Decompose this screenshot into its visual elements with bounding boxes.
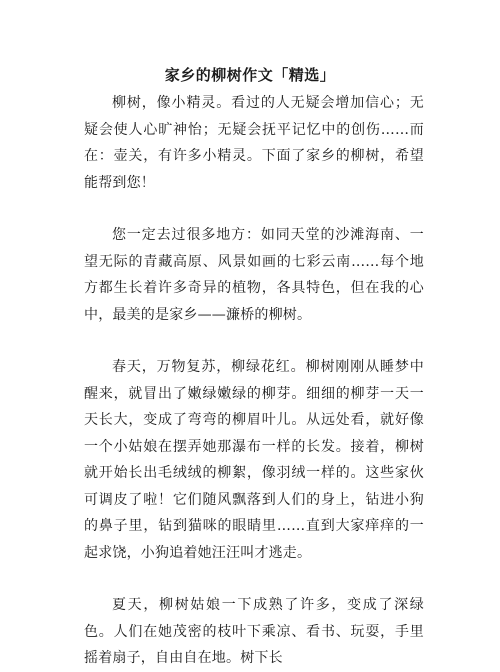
document-title: 家乡的柳树作文「精选」 — [164, 66, 336, 84]
paragraph-spring: 春天，万物复苏，柳绿花红。柳树刚刚从睡梦中醒来，就冒出了嫩绿嫩绿的柳芽。细细的柳芽一天一天长大，变成了弯弯的柳眉叶儿。从远处看，就好像一个小姑娘在摆弄她那瀑布一样的长发。接着，柳树就开始长出毛绒绒的柳絮，像羽绒一样的。这些家伙可调皮了啦！它们随风飘落到人们的身上，钻进小狗的鼻子里，钻到猫咪的眼睛里……直到大家痒痒的一起求饶，小狗追着她汪汪叫才逃走。 — [84, 359, 424, 561]
paragraph-intro: 柳树，像小精灵。看过的人无疑会增加信心；无疑会使人心旷神怡；无疑会抚平记忆中的创伤……而在：壶关，有许多小精灵。下面了家乡的柳树，希望能帮到您！ — [84, 95, 424, 191]
document-body — [84, 90, 424, 672]
paragraph-summer: 夏天，柳树姑娘一下成熟了许多，变成了深绿色。人们在她茂密的枝叶下乘凉、看书、玩耍，手里摇着扇子，自由自在地。树下长 — [84, 597, 424, 666]
paragraph-places: 您一定去过很多地方：如同天堂的沙滩海南、一望无际的青藏高原、风景如画的七彩云南……每个地方都生长着许多奇异的植物，各具特色，但在我的心中，最美的是家乡——濂桥的柳树。 — [84, 227, 424, 323]
